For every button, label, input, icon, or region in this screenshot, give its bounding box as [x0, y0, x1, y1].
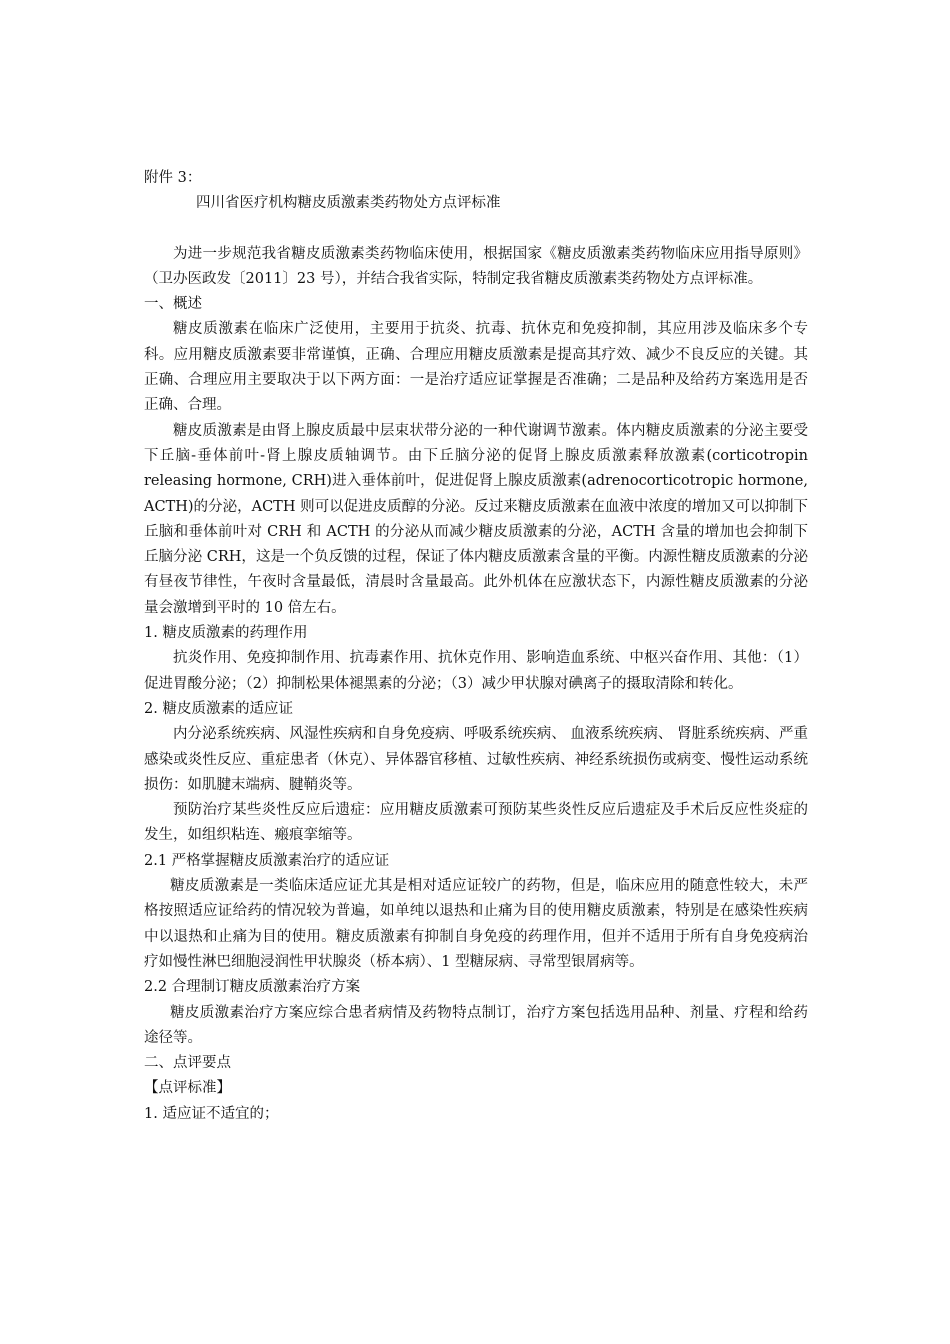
strict-indications-paragraph: 糖皮质激素是一类临床适应证尤其是相对适应证较广的药物，但是，临床应用的随意性较大，未严格按照适应证给药的情况较为普遍，如单纯以退热和止痛为目的使用糖皮质激素，特别是在感染性疾病中以退热和止痛为目的使用。糖皮质激素有抑制自身免疫的药理作用，但并不适用于所有自身免疫病治疗如慢性淋巴细胞浸润性甲状腺炎（桥本病）、1 型糖尿病、寻常型银屑病等。: [144, 878, 808, 970]
intro-paragraph: 为进一步规范我省糖皮质激素类药物临床使用，根据国家《糖皮质激素类药物临床应用指导原则》（卫办医政发〔2011〕23 号），并结合我省实际，特制定我省糖皮质激素类药物处方点评标准。: [144, 245, 808, 287]
section-heading-indications: 2. 糖皮质激素的适应证: [144, 700, 293, 717]
treatment-plan-paragraph: 糖皮质激素治疗方案应综合患者病情及药物特点制订，治疗方案包括选用品种、剂量、疗程和给药途径等。: [144, 1004, 808, 1046]
overview-paragraph-2: 糖皮质激素是由肾上腺皮质最中层束状带分泌的一种代谢调节激素。体内糖皮质激素的分泌主要受下丘脑-垂体前叶-肾上腺皮质轴调节。由下丘脑分泌的促肾上腺皮质激素释放激素(corticotropin releasing hormone, CRH)进入垂体前叶，促进促肾上腺皮质激素(adrenocorticotropic hormone, ACTH)的分泌，ACTH 则可以促进皮质醇的分泌。反过来糖皮质激素在血液中浓度的增加又可以抑制下丘脑和垂体前叶对 CRH 和 ACTH 的分泌从而减少糖皮质激素的分泌，ACTH 含量的增加也会抑制下丘脑分泌 CRH，这是一个负反馈的过程，保证了体内糖皮质激素含量的平衡。内源性糖皮质激素的分泌有昼夜节律性，午夜时含量最低，清晨时含量最高。此外机体在应激状态下，内源性糖皮质激素的分泌量会激增到平时的 10 倍左右。: [144, 422, 808, 616]
attachment-label: 附件 3：: [144, 170, 202, 186]
document-title: 四川省医疗机构糖皮质激素类药物处方点评标准: [196, 195, 501, 212]
indications-paragraph-1: 内分泌系统疾病、风湿性疾病和自身免疫病、呼吸系统疾病、 血液系统疾病、 肾脏系统疾病、严重感染或炎性反应、重症患者（休克）、异体器官移植、过敏性疾病、神经系统损伤或病变、慢性运动系统损伤：如肌腱末端病、腱鞘炎等。: [144, 726, 808, 793]
document-page: [144, 166, 808, 1127]
section-heading-treatment-plan: 2.2 合理制订糖皮质激素治疗方案: [144, 979, 361, 996]
section-heading-strict-indications: 2.1 严格掌握糖皮质激素治疗的适应证: [144, 852, 390, 869]
section-heading-pharmacology: 1. 糖皮质激素的药理作用: [144, 625, 308, 642]
blank-line: [144, 217, 808, 242]
review-criteria-label: 【点评标准】: [144, 1080, 231, 1097]
overview-paragraph-1: 糖皮质激素在临床广泛使用，主要用于抗炎、抗毒、抗休克和免疫抑制，其应用涉及临床多个专科。应用糖皮质激素要非常谨慎，正确、合理应用糖皮质激素是提高其疗效、减少不良反应的关键。其正确、合理应用主要取决于以下两方面：一是治疗适应证掌握是否准确；二是品种及给药方案选用是否正确、合理。: [144, 321, 808, 414]
indications-paragraph-2: 预防治疗某些炎性反应后遗症：应用糖皮质激素可预防某些炎性反应后遗症及手术后反应性炎症的发生，如组织粘连、瘢痕挛缩等。: [144, 802, 808, 844]
section-heading-review-points: 二、点评要点: [144, 1055, 231, 1072]
pharmacology-paragraph: 抗炎作用、免疫抑制作用、抗毒素作用、抗休克作用、影响造血系统、中枢兴奋作用、其他：（1）促进胃酸分泌；（2）抑制松果体褪黑素的分泌；（3）减少甲状腺对碘离子的摄取清除和转化。: [144, 650, 808, 692]
section-heading-overview: 一、概述: [144, 296, 202, 313]
review-criteria-item-1: 1. 适应证不适宜的；: [144, 1105, 279, 1122]
